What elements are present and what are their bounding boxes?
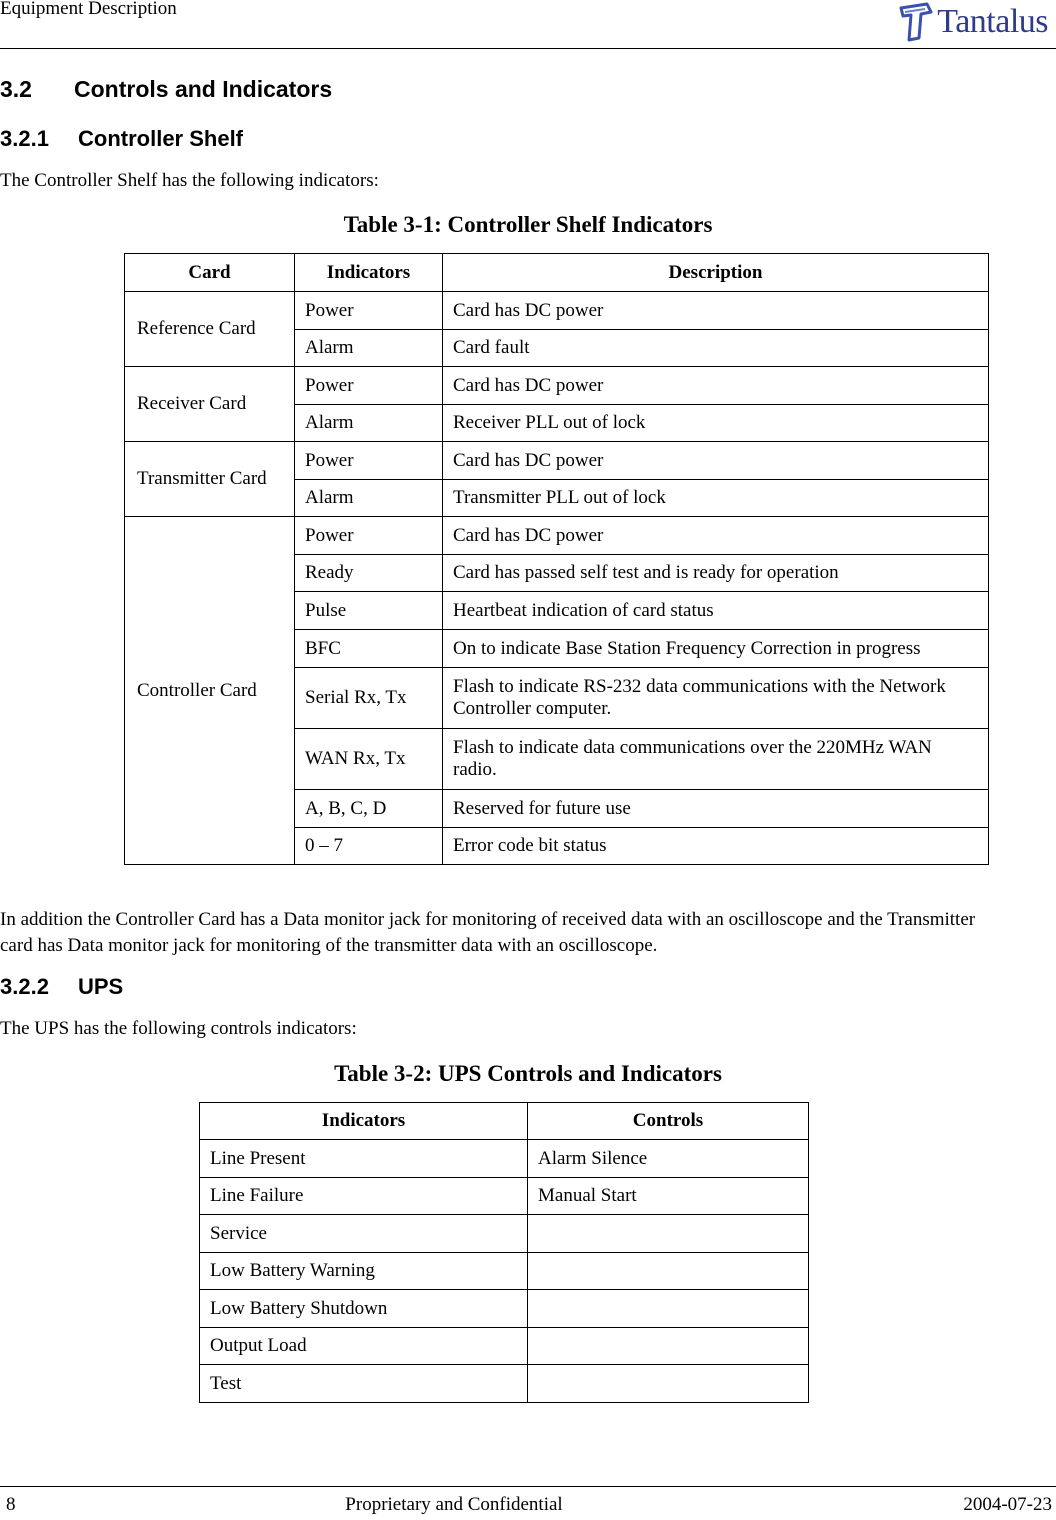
control: Manual Start <box>528 1178 809 1215</box>
table-row <box>125 292 989 330</box>
card-name: Transmitter Card <box>125 442 295 517</box>
table-row <box>200 1215 809 1253</box>
table2-caption: Table 3-2: UPS Controls and Indicators <box>334 1061 722 1086</box>
table-row <box>200 1365 809 1403</box>
section-title: Controls and Indicators <box>74 76 333 102</box>
indicator: Alarm <box>295 405 443 442</box>
indicator: Low Battery Shutdown <box>200 1290 528 1328</box>
description: Heartbeat indication of card status <box>443 592 989 630</box>
indicator: Alarm <box>295 330 443 367</box>
header-indicators: Indicators <box>200 1103 528 1140</box>
header-controls: Controls <box>528 1103 809 1140</box>
footer-confidential: Proprietary and Confidential <box>345 1494 563 1515</box>
subsection-title: UPS <box>78 974 124 999</box>
indicator: Line Present <box>200 1140 528 1178</box>
footer-divider <box>0 1486 1056 1487</box>
description: Card has DC power <box>443 292 989 330</box>
table-header-row <box>125 254 989 292</box>
indicator: BFC <box>295 630 443 668</box>
controller-shelf-intro: The Controller Shelf has the following indicators: <box>0 170 379 191</box>
description: Card has DC power <box>443 367 989 405</box>
control <box>528 1215 809 1253</box>
control: Alarm Silence <box>528 1140 809 1178</box>
indicator: A, B, C, D <box>295 790 443 828</box>
tantalus-logo-icon <box>897 2 935 42</box>
controller-shelf-table <box>124 253 989 865</box>
indicator: Test <box>200 1365 528 1403</box>
section-number: 3.2 <box>0 76 32 102</box>
description: Flash to indicate data communications over the 220MHz WAN radio. <box>443 729 989 790</box>
subsection-heading <box>0 126 243 152</box>
indicator: Power <box>295 367 443 405</box>
header-description: Description <box>443 254 989 292</box>
description: Flash to indicate RS-232 data communications with the Network Controller computer. <box>443 668 989 729</box>
indicator: Ready <box>295 555 443 592</box>
control <box>528 1290 809 1328</box>
indicator: Low Battery Warning <box>200 1253 528 1290</box>
control <box>528 1365 809 1403</box>
card-name: Receiver Card <box>125 367 295 442</box>
indicator: WAN Rx, Tx <box>295 729 443 790</box>
indicator: 0 – 7 <box>295 828 443 865</box>
table-row <box>200 1328 809 1365</box>
description: Card has DC power <box>443 517 989 555</box>
logo-text: Tantalus <box>937 3 1048 40</box>
footer-date: 2004-07-23 <box>963 1494 1052 1515</box>
description: Receiver PLL out of lock <box>443 405 989 442</box>
description: Card fault <box>443 330 989 367</box>
control <box>528 1328 809 1365</box>
indicator: Output Load <box>200 1328 528 1365</box>
description: Card has DC power <box>443 442 989 480</box>
tantalus-logo <box>897 2 1048 42</box>
indicator: Power <box>295 442 443 480</box>
subsection-title: Controller Shelf <box>78 126 244 151</box>
subsection-number: 3.2.2 <box>0 974 49 999</box>
indicator: Pulse <box>295 592 443 630</box>
header-card: Card <box>125 254 295 292</box>
table-row <box>200 1253 809 1290</box>
header-indicators: Indicators <box>295 254 443 292</box>
description: On to indicate Base Station Frequency Correction in progress <box>443 630 989 668</box>
subsection-heading <box>0 974 123 1000</box>
monitor-jack-paragraph: In addition the Controller Card has a Data monitor jack for monitoring of received data with an oscilloscope and the Transmitter card has Data monitor jack for monitoring of the transmitter data with an oscilloscope. <box>0 909 976 956</box>
description: Reserved for future use <box>443 790 989 828</box>
description: Transmitter PLL out of lock <box>443 480 989 517</box>
table-row <box>125 367 989 405</box>
header-divider <box>0 48 1056 49</box>
header-title: Equipment Description <box>0 0 177 19</box>
table-row <box>125 517 989 555</box>
ups-table <box>199 1102 809 1403</box>
table-row <box>125 442 989 480</box>
page-number: 8 <box>6 1494 16 1515</box>
card-name: Reference Card <box>125 292 295 367</box>
indicator: Power <box>295 292 443 330</box>
table-row <box>200 1290 809 1328</box>
subsection-number: 3.2.1 <box>0 126 49 151</box>
table1-caption: Table 3-1: Controller Shelf Indicators <box>343 212 713 237</box>
description: Card has passed self test and is ready for operation <box>443 555 989 592</box>
control <box>528 1253 809 1290</box>
section-heading <box>0 76 332 103</box>
table-row <box>200 1140 809 1178</box>
description: Error code bit status <box>443 828 989 865</box>
card-name: Controller Card <box>125 517 295 865</box>
indicator: Service <box>200 1215 528 1253</box>
ups-intro: The UPS has the following controls indicators: <box>0 1018 357 1039</box>
table-header-row <box>200 1103 809 1140</box>
indicator: Alarm <box>295 480 443 517</box>
indicator: Line Failure <box>200 1178 528 1215</box>
table-row <box>200 1178 809 1215</box>
indicator: Power <box>295 517 443 555</box>
indicator: Serial Rx, Tx <box>295 668 443 729</box>
